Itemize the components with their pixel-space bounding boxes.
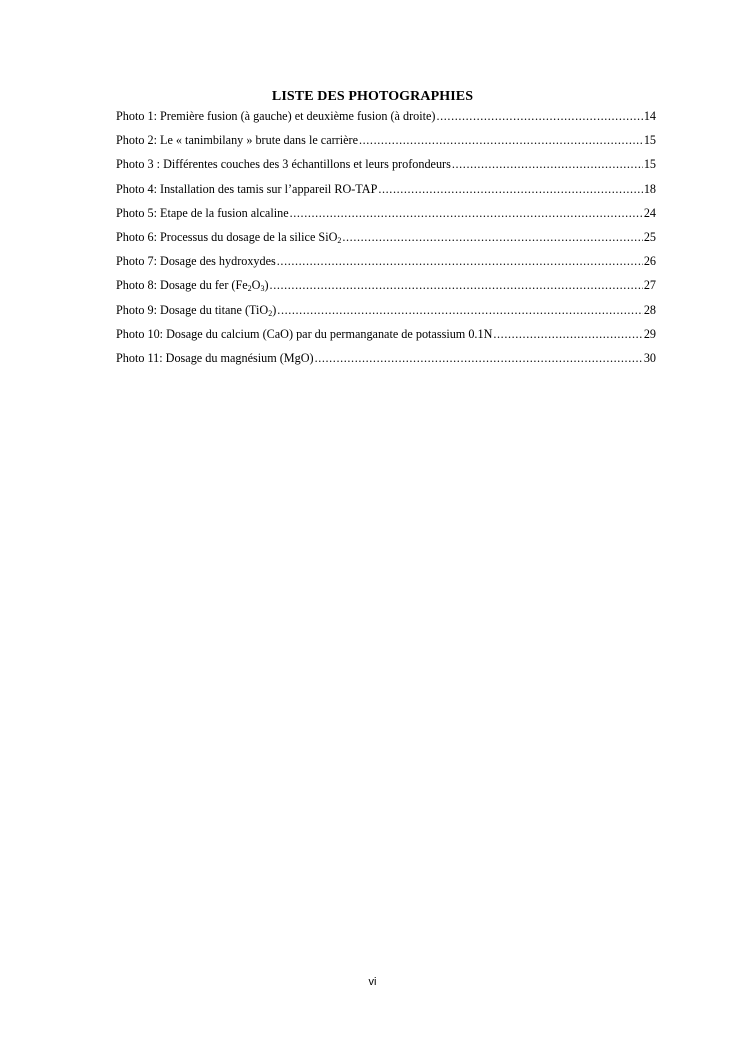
dot-leader <box>493 325 642 343</box>
photo-list <box>116 107 656 373</box>
dot-leader <box>277 301 643 319</box>
toc-entry-label: Photo 3 : Différentes couches des 3 échantillons et leurs profondeurs <box>116 157 451 172</box>
subscript: 3 <box>260 284 265 294</box>
toc-entry-page: 25 <box>643 229 656 244</box>
toc-entry-photo-11[interactable] <box>116 349 656 373</box>
toc-entry-page: 14 <box>643 109 656 123</box>
toc-entry-page: 29 <box>643 326 656 341</box>
toc-entry-page: 28 <box>643 302 656 317</box>
toc-entry-label: Photo 2: Le « tanimbilany » brute dans le carrière <box>116 133 358 148</box>
dot-leader <box>290 204 643 222</box>
dot-leader <box>277 252 643 270</box>
toc-entry-label: Photo 7: Dosage des hydroxydes <box>116 254 276 269</box>
label-text: Photo 9: Dosage du titane (TiO <box>116 302 269 317</box>
toc-entry-page: 24 <box>643 205 656 220</box>
subscript: 2 <box>268 308 273 318</box>
toc-entry-photo-6[interactable] <box>116 228 656 252</box>
page-title: LISTE DES PHOTOGRAPHIES <box>271 89 474 104</box>
toc-entry-label: Photo 10: Dosage du calcium (CaO) par du permanganate de potassium 0.1N <box>116 326 493 341</box>
toc-entry-label: Photo 4: Installation des tamis sur l’appareil RO-TAP <box>116 181 378 196</box>
subscript: 2 <box>337 235 342 245</box>
toc-entry-page: 30 <box>643 350 656 365</box>
toc-entry-label: Photo 11: Dosage du magnésium (MgO) <box>116 350 314 365</box>
dot-leader <box>436 107 642 125</box>
toc-entry-page: 26 <box>643 254 656 269</box>
label-text: Photo 6: Processus du dosage de la silice SiO <box>116 229 338 244</box>
dot-leader <box>378 180 642 198</box>
label-text: Photo 8: Dosage du fer (Fe <box>116 278 248 293</box>
toc-entry-label: Photo 5: Etape de la fusion alcaline <box>116 205 289 220</box>
toc-entry-photo-3[interactable] <box>116 155 656 179</box>
dot-leader <box>359 131 643 149</box>
toc-entry-photo-5[interactable] <box>116 204 656 228</box>
toc-entry-page: 15 <box>643 157 656 172</box>
toc-entry-label <box>116 276 269 294</box>
subscript: 2 <box>247 284 252 294</box>
toc-entry-page: 15 <box>643 133 656 148</box>
toc-entry-photo-1[interactable] <box>116 107 656 131</box>
dot-leader <box>452 155 643 173</box>
toc-entry-photo-7[interactable] <box>116 252 656 276</box>
toc-entry-photo-9[interactable] <box>116 301 656 325</box>
toc-entry-photo-10[interactable] <box>116 325 656 349</box>
label-text: ) <box>264 278 269 293</box>
dot-leader <box>270 276 643 294</box>
page-number: vi <box>368 976 377 988</box>
label-text: O <box>251 278 261 293</box>
dot-leader <box>315 349 643 367</box>
toc-entry-label: Photo 1: Première fusion (à gauche) et deuxième fusion (à droite) <box>116 109 436 123</box>
toc-entry-photo-4[interactable] <box>116 180 656 204</box>
toc-entry-label <box>116 301 276 319</box>
toc-entry-page: 18 <box>643 181 656 196</box>
label-text: ) <box>272 302 277 317</box>
toc-entry-page: 27 <box>643 278 656 293</box>
toc-entry-photo-8[interactable] <box>116 276 656 300</box>
toc-entry-label <box>116 228 341 246</box>
dot-leader <box>342 228 642 246</box>
toc-entry-photo-2[interactable] <box>116 131 656 155</box>
